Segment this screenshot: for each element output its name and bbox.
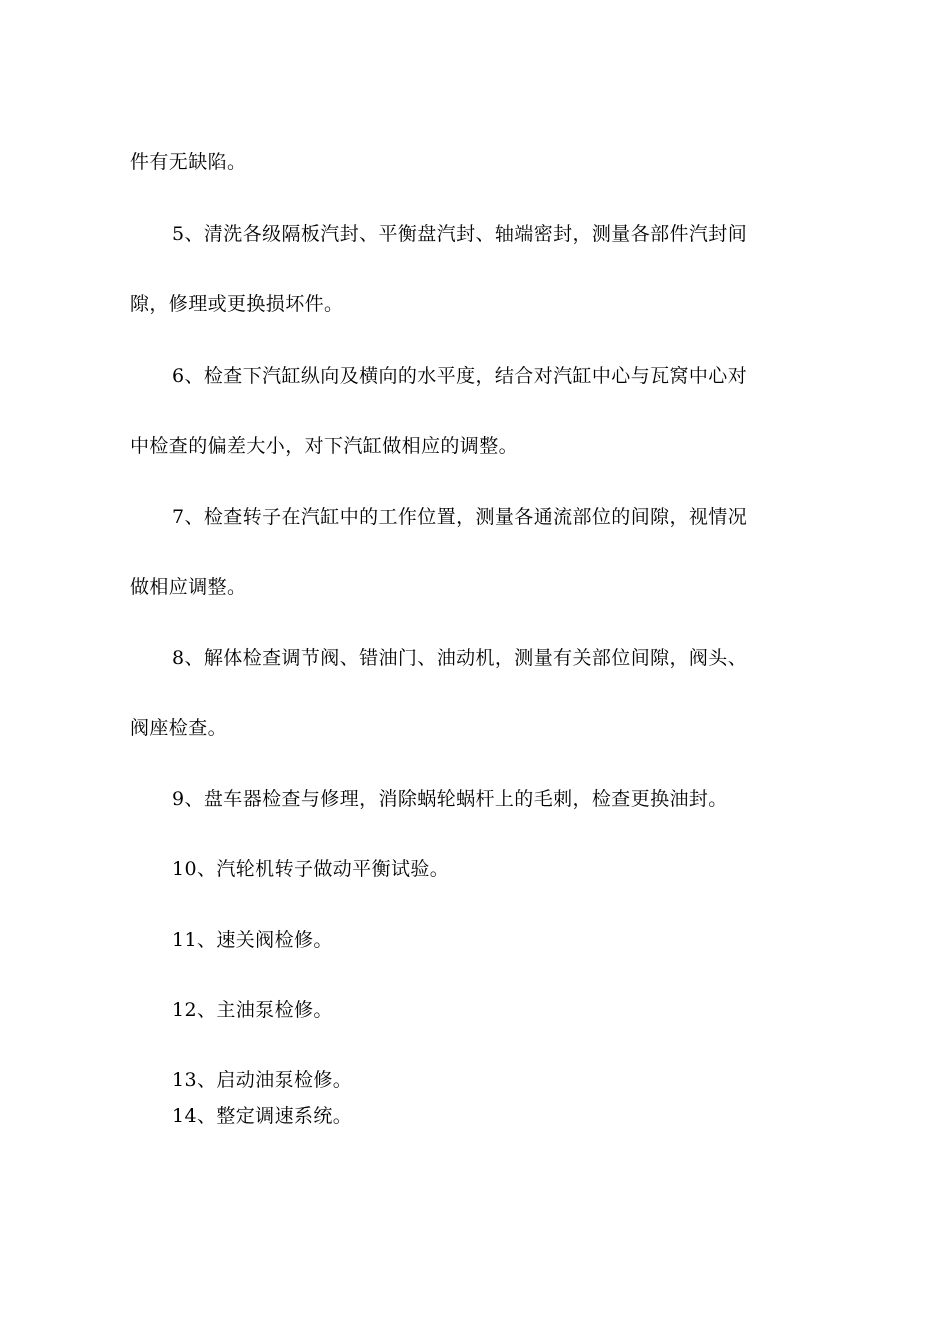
text-line-8: 8、解体检查调节阀、错油门、油动机，测量有关部位间隙，阀头、 — [172, 647, 748, 669]
text-line-14: 13、启动油泵检修。 — [172, 1069, 353, 1091]
text-line-7: 做相应调整。 — [130, 576, 247, 598]
text-line-12: 11、速关阀检修。 — [172, 929, 333, 951]
text-line-2: 5、清洗各级隔板汽封、平衡盘汽封、轴端密封，测量各部件汽封间 — [172, 223, 748, 245]
text-line-11: 10、汽轮机转子做动平衡试验。 — [172, 858, 450, 880]
text-line-1: 件有无缺陷。 — [130, 151, 247, 173]
text-line-4: 6、检查下汽缸纵向及横向的水平度，结合对汽缸中心与瓦窝中心对 — [172, 365, 748, 387]
text-line-3: 隙，修理或更换损坏件。 — [130, 293, 344, 315]
text-line-13: 12、主油泵检修。 — [172, 999, 333, 1021]
text-line-10: 9、盘车器检查与修理，消除蜗轮蜗杆上的毛刺，检查更换油封。 — [172, 788, 728, 810]
text-line-15: 14、整定调速系统。 — [172, 1105, 353, 1127]
text-line-6: 7、检查转子在汽缸中的工作位置，测量各通流部位的间隙，视情况 — [172, 506, 748, 528]
text-line-9: 阀座检查。 — [130, 717, 228, 739]
text-line-5: 中检查的偏差大小，对下汽缸做相应的调整。 — [130, 435, 519, 457]
